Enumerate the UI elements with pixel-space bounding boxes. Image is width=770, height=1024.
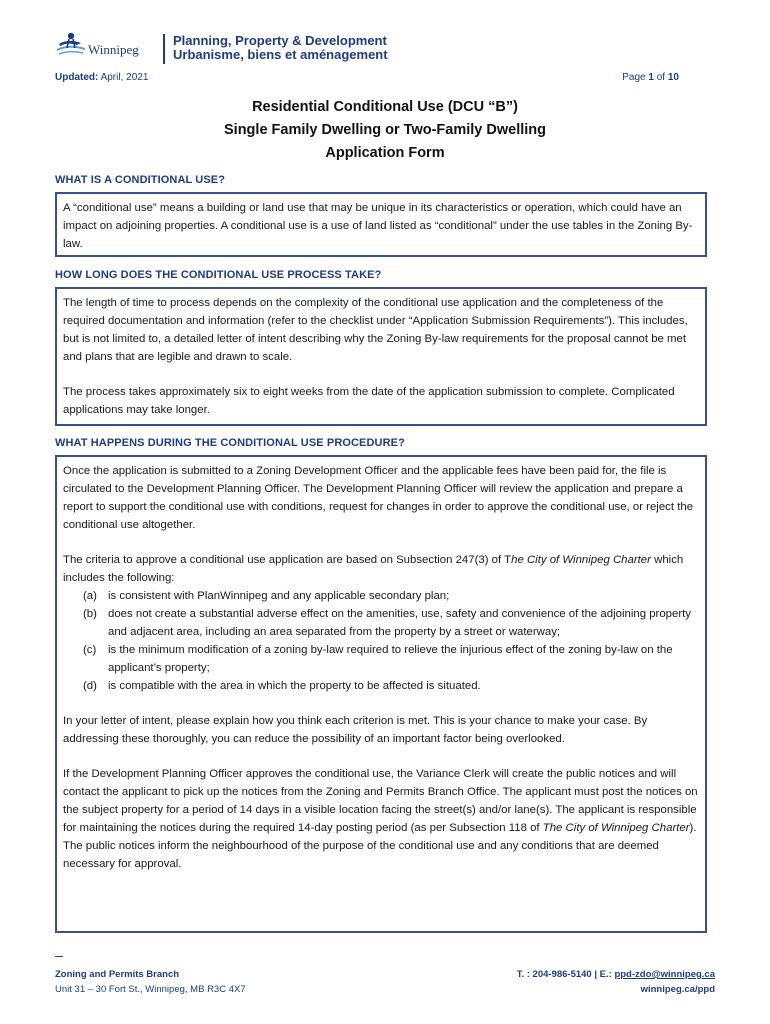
paragraph: The process takes approximately six to eight weeks from the date of the application submission to complete. Complicated applications may take longer. [63,386,675,416]
list-item: (d) is compatible with the area in which the property to be affected is situated. [83,680,481,692]
department-name [173,34,388,62]
paragraph: In your letter of intent, please explain how you think each criterion is met. This is your chance to make your case. By addressing these thoroughly, you can reduce the possibility of an important factor being overlooked. [63,715,648,745]
page-number: Page 1 of 10 [622,72,679,83]
footer-contact [517,967,715,997]
list-item: (a) is consistent with PlanWinnipeg and any applicable secondary plan; [83,590,450,602]
section-heading-what-is: WHAT IS A CONDITIONAL USE? [55,174,226,186]
section-heading-how-long: HOW LONG DOES THE CONDITIONAL USE PROCESS TAKE? [55,269,382,281]
title-line-2: Single Family Dwelling or Two-Family Dwelling [224,122,546,138]
header-divider [163,34,165,64]
paragraph: If the Development Planning Officer approves the conditional use, the Variance Clerk will create the public notices and will contact the applicant to pick up the notices from the Zoning and Permits Branch Office. The applicant must post the notices on the subject property for a period of 14 days in a visible location facing the street(s) and/or lane(s). The applicant is responsible for maintaining the notices during the required 14-day posting period (as per Subsection 118 of The City of Winnipeg Charter). The public notices inform the neighbourhood of the purpose of the conditional use and any conditions that are deemed necessary for approval. [63,768,698,870]
contact-line: T. : 204-986-5140 | E.: ppd-zdo@winnipeg.ca [516,969,715,980]
list-item: (c) is the minimum modification of a zoning by-law required to relieve the injurious effect of the zoning by-law on the applicant’s property; [83,644,673,674]
city-logo [55,30,173,64]
footer-rule [55,956,63,957]
branch-name: Zoning and Permits Branch [55,969,180,980]
title-line-3: Application Form [325,145,445,161]
document-title [0,96,770,165]
footer-address [55,967,246,997]
department-name-en: Planning, Property & Development [173,33,387,48]
logo-text: Winnipeg [88,42,139,57]
winnipeg-logo-icon [55,30,89,60]
title-line-1: Residential Conditional Use (DCU “B”) [252,99,518,115]
section-box-what-is [55,192,707,257]
paragraph: A “conditional use” means a building or land use that may be unique in its characteristics or operation, which could have an impact on adjoining properties. A conditional use is a use of land listed as “conditional” under the use tables in the Zoning By-law. [63,202,693,250]
department-name-fr: Urbanisme, biens et aménagement [173,47,388,62]
updated-date: Updated: April, 2021 [55,72,149,83]
section-heading-what-happens: WHAT HAPPENS DURING THE CONDITIONAL USE PROCEDURE? [55,437,405,449]
page-header [55,30,735,68]
criteria-list [63,587,699,695]
paragraph: The length of time to process depends on the complexity of the conditional use application and the completeness of the required documentation and information (refer to the checklist under “Application Submission Requirements”). This includes, but is not limited to, a detailed letter of intent describing why the Zoning By-law requirements for the proposal cannot be met and plans that are legible and drawn to scale. [63,297,688,363]
email-link[interactable]: ppd-zdo@winnipeg.ca [614,969,715,980]
section-box-what-happens [55,455,707,933]
paragraph: Once the application is submitted to a Zoning Development Officer and the applicable fees have been paid for, the file is circulated to the Development Planning Officer. The Development Planning Officer will review the application and prepare a report to support the conditional use with conditions, request for changes in order to approve the conditional use, or reject the conditional use altogether. [63,465,694,531]
branch-address: Unit 31 – 30 Fort St., Winnipeg, MB R3C 4X7 [55,984,246,995]
section-box-how-long [55,287,707,426]
website-link[interactable]: winnipeg.ca/ppd [640,984,715,995]
list-item: (b) does not create a substantial adverse effect on the amenities, use, safety and convenience of the adjoining property and adjacent area, including an area separated from the property by a street or waterway; [83,608,691,638]
paragraph: The criteria to approve a conditional use application are based on Subsection 247(3) of The City of Winnipeg Charter which includes the following: [63,554,684,584]
